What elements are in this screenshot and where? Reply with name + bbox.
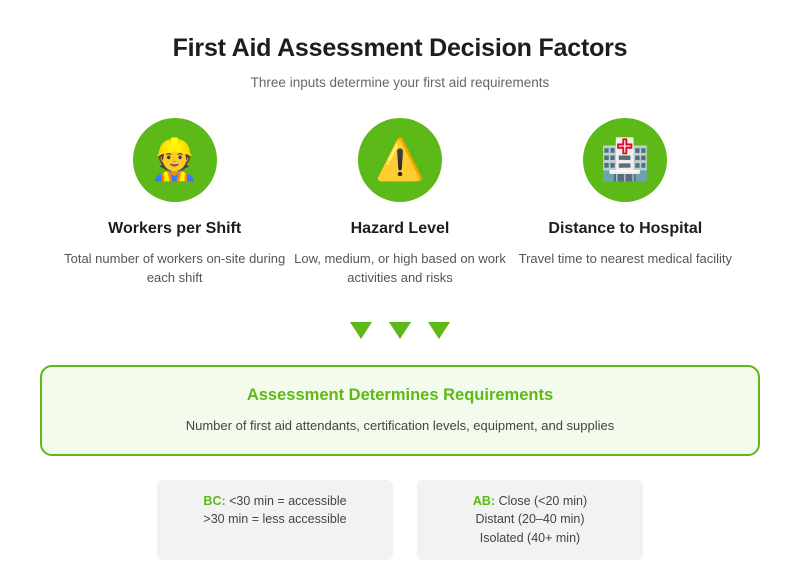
arrow-down-icon (350, 322, 372, 339)
factor-description: Low, medium, or high based on work activities and risks (294, 251, 506, 285)
arrow-down-icon (428, 322, 450, 339)
hospital-icon: 🏥 (583, 118, 667, 202)
note-text: >30 min = less accessible (203, 512, 347, 527)
note-label: BC: (203, 493, 226, 508)
factor-title: Hazard Level (350, 220, 450, 237)
note-line (175, 492, 375, 511)
page-title: First Aid Assessment Decision Factors (172, 34, 628, 62)
construction-worker-icon: 👷 (133, 118, 217, 202)
factor-title: Distance to Hospital (548, 220, 703, 237)
page-subtitle: Three inputs determine your first aid requirements (250, 75, 550, 90)
result-title: Assessment Determines Requirements (246, 385, 554, 404)
result-description: Number of first aid attendants, certification levels, equipment, and supplies (185, 417, 615, 433)
note-line (435, 492, 625, 511)
note-text: Close (<20 min) (498, 493, 588, 508)
factor-card-hazard (287, 118, 512, 288)
note-label: AB: (472, 493, 496, 508)
note-card-ab (417, 480, 643, 560)
factor-description: Total number of workers on-site during each shift (64, 251, 286, 285)
factor-title: Workers per Shift (108, 220, 242, 237)
assessment-result-box (40, 365, 760, 456)
note-text: Distant (20–40 min) (475, 512, 585, 527)
flow-arrows (40, 322, 760, 339)
arrow-down-icon (389, 322, 411, 339)
factors-row (40, 118, 760, 288)
factor-card-workers (62, 118, 287, 288)
warning-triangle-icon: ⚠️ (358, 118, 442, 202)
notes-row (40, 480, 760, 560)
note-text: <30 min = accessible (229, 493, 347, 508)
note-text: Isolated (40+ min) (479, 531, 581, 546)
factor-description: Travel time to nearest medical facility (518, 251, 732, 266)
note-card-bc (157, 480, 393, 560)
factor-card-distance (513, 118, 738, 288)
